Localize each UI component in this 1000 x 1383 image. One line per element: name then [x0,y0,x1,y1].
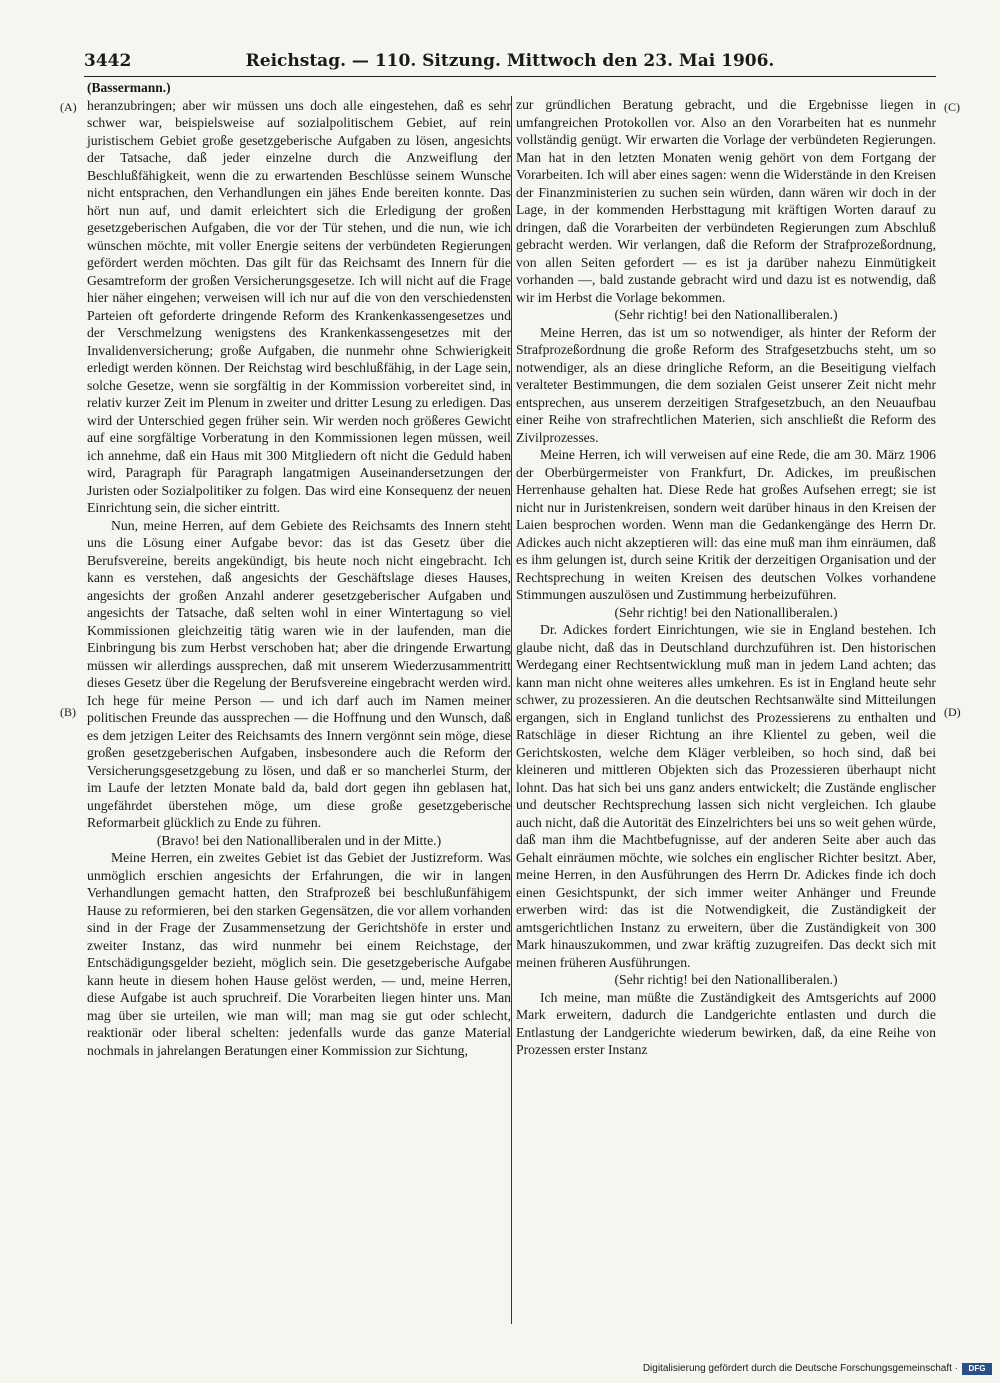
margin-marker-a: (A) [60,100,77,114]
paragraph: Nun, meine Herren, auf dem Gebiete des Reichsamts des Innern steht uns die Lösung einer Aufgabe bevor: das ist das Gesetz über die Berufsvereine, bereits angekündigt, bis heute noch nicht eingebracht. Ich kann es verstehen, daß angesichts der Geschäftslage dieses Hauses, angesichts der großen Anzahl anderer gesetzgeberischer Aufgaben und angesichts der Tatsache, daß selten wohl in einer Wintertagung so viel Kommissionen gleichzeitig tätig waren wie in der laufenden, man die Einbringung bis zum Herbst verschoben hat; aber die dringende Erwartung müssen wir allerdings aussprechen, daß mit unserem Wiederzusammentritt dieses Gesetz über die Regelung der Berufsvereine eingebracht werden wird. Ich hege für meine Person — und ich darf auch im Namen meiner politischen Freunde das aussprechen — die Hoffnung und den Wunsch, daß es dem jetzigen Leiter des Reichsamts des Innern vergönnt sein möge, diese großen gesetzgeberischen Aufgaben, insbesondere auch die Reform der Versicherungsgesetzgebung zu lösen, und daß er so mancherlei Sturm, der im Laufe der letzten Monate bald da, bald dort gegen ihn geblasen hat, ungefährdet überstehen möge, um diese große gesetzgeberische Reformarbeit glücklich zu Ende zu führen. [87,517,511,830]
running-title: Reichstag. — 110. Sitzung. Mittwoch den 23. Mai 1906. [245,51,775,71]
speaker-name: (Bassermann.) [87,80,171,95]
interjection: (Sehr richtig! bei den Nationalliberalen.) [614,972,838,987]
interjection: (Bravo! bei den Nationalliberalen und in der Mitte.) [156,832,442,848]
header-rule [84,76,936,77]
paragraph: Dr. Adickes fordert Einrichtungen, wie sie in England bestehen. Ich glaube nicht, daß das in Deutschland durchzuführen ist. Den historischen Werdegang einer Rechtsentwicklung muß man in jedem Land achten; das kann man nicht ohne weiteres alles umkehren. Es ist in England heute sehr schwer, zu prozessieren. An die deutschen Rechtsanwälte sind Mitteilungen ergangen, sich in England tunlichst des Prozessierens zu enthalten und Ratschläge in dieser Richtung an ihre Klientel zu geben, weil die Gerichtskosten, welche dem Kläger verbleiben, so hoch sind, daß bei kleineren und mittleren Objekten sich das Prozessieren überhaupt nicht lohnt. Das hat sich bei uns ganz anders entwickelt; die Zustände englischer und deutscher Rechtsprechung lassen sich nicht vergleichen. Ich glaube auch nicht, daß die Autorität des Einzelrichters bei uns so weit gehen würde, daß man ihm die Machtbefugnisse, auf der anderen Seite aber auch das Gehalt einräumen möchte, wie solches ein englischer Richter besitzt. Aber, meine Herren, in den Ausführungen des Herrn Dr. Adickes finde ich doch einen Gesichtspunkt, der sich immer weiter Anhänger und Freunde erwerben wird: das ist die Notwendigkeit, die Zuständigkeit der amtsgerichtlichen Instanz zu erweitern, über die Zuständigkeit von 300 Mark hinauszukommen, und zwar kräftig zuzugreifen. Das deckt sich mit meinen früheren Ausführungen. [516,622,936,970]
paragraph: Meine Herren, das ist um so notwendiger, als hinter der Reform der Strafprozeßordnung die große Reform des Strafgesetzbuchs steht, um so notwendiger, als an diese dringliche Reform, an die Beseitigung vielfach veralteter Bestimmungen, die dem sozialen Geist unserer Zeit nicht mehr entsprechen, aus unserem derzeitigen Strafgesetzbuch, an den Neuaufbau einer Reihe von strafrechtlichen Materien, sich anschließt die Reform des Zivilprozesses. [516,324,936,445]
paragraph: Meine Herren, ich will verweisen auf eine Rede, die am 30. März 1906 der Oberbürgermeister von Frankfurt, Dr. Adickes, im preußischen Herrenhause gehalten hat. Diese Rede hat großes Aufsehen erregt; sie ist nicht nur in Juristenkreisen, sondern weit darüber hinaus in den Kreisen der Laien besprochen worden. Wenn man die Gedankengänge des Herrn Dr. Adickes auch nicht akzeptieren will: das eine muß man ihm einräumen, daß es ihm gelungen ist, durch seine Kritik der derzeitigen Organisation und der Rechtsprechung in weiten Kreisen des deutschen Volkes vorhandene Stimmungen auszulösen und Zustimmung herbeizuführen. [516,447,936,602]
column-divider [511,96,512,1324]
dfg-logo: DFG [962,1363,992,1375]
page-header [84,48,936,74]
funding-note: Digitalisierung gefördert durch die Deutsche Forschungsgemeinschaft · [642,1363,958,1374]
margin-marker-c: (C) [944,100,960,114]
paragraph: Meine Herren, ein zweites Gebiet ist das Gebiet der Justizreform. Was unmöglich erschien angesichts der Erfahrungen, die wir in langen Verhandlungen gemacht hatten, den Strafprozeß bei beschlußunfähigem Hause zu reformieren, bei den starken Gegensätzen, die vor allem vorhanden sind in der Frage der Zusammensetzung der Gerichtshöfe in erster und zweiter Instanz, das wird nunmehr bei einem Reichstage, der Entschädigungsgelder bezieht, möglich sein. Die gesetzgeberische Aufgabe kann heute in diesem hohen Hause gelöst werden, — und, meine Herren, diese Aufgabe ist auch spruchreif. Die Vorarbeiten liegen hinter uns. Man mag über sie urteilen, wie man will; man mag sie gut oder schlecht, reaktionär oder liberal schelten: jedenfalls wurde das ganze Material nochmals in jahrelangen Beratungen einer Kommission zur Sichtung, [87,850,511,1058]
page-number: 3442 [84,51,132,71]
right-column [516,96,936,1059]
left-column [87,79,511,1059]
paragraph: Ich meine, man müßte die Zuständigkeit des Amtsgerichts auf 2000 Mark erweitern, dadurch die Landgerichte entlasten und durch die Entlastung der Landgerichte wiederum bewirken, daß, da eine Reihe von Prozessen erster Instanz [516,989,936,1057]
interjection: (Sehr richtig! bei den Nationalliberalen.) [614,604,838,620]
margin-marker-d: (D) [944,705,961,719]
paragraph: heranzubringen; aber wir müssen uns doch alle eingestehen, daß es sehr schwer war, beispielsweise auf sozialpolitischem Gebiet, auf rein juristischem Gebiet große gesetzgeberische Aufgaben zu lösen, angesichts der Tatsache, daß jeder einzelne durch die Anzweiflung der Beschlußfähigkeit, wenn die zu erwartenden Beschlüsse seinem Wunsche nicht entsprachen, den Verhandlungen ein jähes Ende bereiten konnte. Das hört nun auf, und damit erleichtert sich die Erledigung der großen gesetzgeberischen Aufgaben, die vor der Tür stehen, und die nun, wie ich wünschen möchte, mit voller Energie seitens der verbündeten Regierungen gefördert werden möchten. Das gilt für das Reichsamt des Innern für die Gesamtreform der großen Versicherungsgesetze. Ich will nicht auf die Frage hier näher eingehen; verweisen will ich nur auf die von den verschiedensten Parteien oft geforderte dringende Reform des Krankenkassengesetzes und der Verschmelzung wenigstens des Krankenkassengesetzes mit der Invalidenversicherung; große Aufgaben, die nunmehr ohne Schwierigkeit erledigt werden können. Der Reichstag wird beschlußfähig, in der Lage sein, solche Gesetze, wenn sie sorgfältig in der Kommission vorbereitet sind, in relativ kurzer Zeit im Plenum in zweiter und dritter Lesung zu erledigen. Das wird der Unterschied gegen früher sein. Wir werden noch größeres Gewicht auf eine sorgfältige Vorberatung in den Kommissionen legen müssen, weil ich annehme, daß ein Haus mit 300 Mitgliedern oft nicht die Geduld haben wird, Paragraph für Paragraph langatmigen Auseinandersetzungen der Juristen oder Sozialpolitiker zu folgen. Das wird eine Konsequenz der neuen Einrichtung sein, die sicher eintritt. [87,97,511,515]
paragraph: zur gründlichen Beratung gebracht, und die Ergebnisse liegen in umfangreichen Protokollen vor. Also an den Vorarbeiten hat es nunmehr vollständig genügt. Wir erwarten die Vorlage der verbündeten Regierungen. Man hat in den letzten Monaten wenig gehört von dem Fortgang der Vorarbeiten. Ich will aber eines sagen: wenn die Widerstände in den Kreisen der Finanzministerien zu suchen sein würden, dann wären wir doch in der Lage, in der kommenden Herbsttagung mit kräftigen Worten darauf zu dringen, daß die Vorarbeiten der verbündeten Regierungen zum Abschluß gebracht werden. Wir verlangen, daß die Reform der Strafprozeßordnung, von allen Seiten gefordert — es ist ja darüber nahezu Einmütigkeit vorhanden —, bald zustande gebracht wird und dazu ist es notwendig, daß wir im Herbst die Vorlage bekommen. [516,97,936,305]
footer [606,1360,996,1378]
interjection: (Sehr richtig! bei den Nationalliberalen.) [614,307,838,322]
margin-marker-b: (B) [60,705,76,719]
